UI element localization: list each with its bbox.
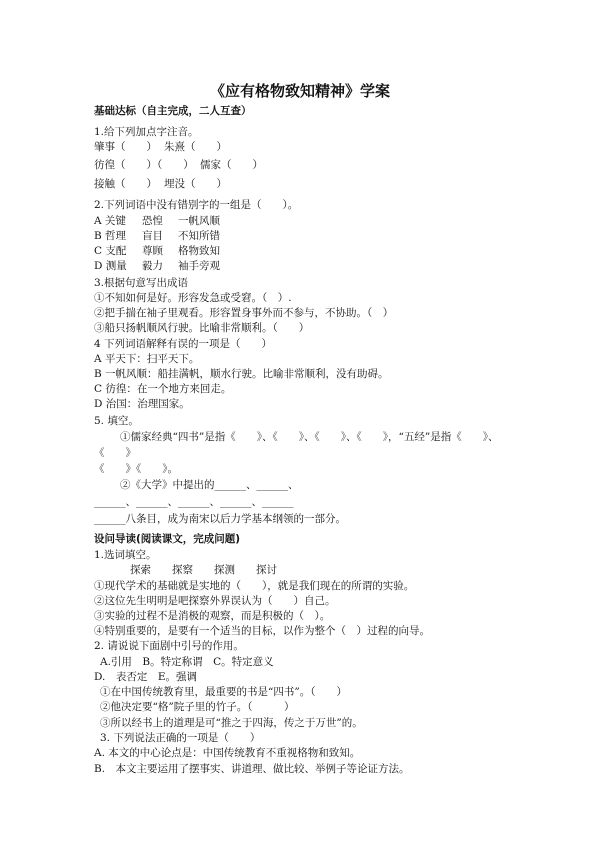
- q5-line: ②《大学》中提出的______、______、: [120, 479, 299, 491]
- word-bank: [130, 563, 277, 577]
- option-word: 袖手旁观: [178, 260, 220, 272]
- option-word: 不知所错: [178, 230, 220, 242]
- s2-q3-option: B. 本文主要运用了摆事实、讲道理、做比较、举例子等论证方法。: [94, 763, 410, 775]
- option-word: 盲目: [142, 230, 163, 242]
- q4-option: A 平天下：扫平天下。: [94, 353, 200, 365]
- q1-item: 朱熹（ ）: [164, 141, 227, 153]
- word-bank-item: 探讨: [256, 564, 277, 576]
- q3-item: ③船只扬帆顺风行驶。比喻非常顺利。（ ）: [94, 322, 310, 334]
- option-word: A 关键: [94, 215, 126, 227]
- option-word: 恐惶: [142, 215, 163, 227]
- word-bank-item: 探索: [130, 564, 151, 576]
- q2-stem: 2.下列词语中没有错别字的一组是（ ）。: [94, 199, 299, 211]
- option-word: 一帆风顺: [178, 215, 220, 227]
- s2-q1-item: ④特别重要的，是要有一个适当的目标，以作为整个（ ）过程的向导。: [94, 625, 430, 637]
- q2-option: [94, 259, 220, 273]
- q1-row1: [94, 140, 227, 154]
- q1-item: 接触（ ）: [94, 178, 157, 190]
- s2-q1-item: ①现代学术的基础就是实地的（ ），就是我们现在的所谓的实验。: [94, 580, 415, 592]
- q5-line: 《 》《 》。: [94, 463, 178, 475]
- q4-option: B 一帆风顺：船挂满帆，顺水行驶。比喻非常顺利，没有助碍。: [94, 368, 389, 380]
- q1-item: 彷徨（ ）（ ）: [94, 159, 194, 171]
- q1-item: 儒家（ ）: [200, 159, 263, 171]
- q4-option: D 治国：治理国家。: [94, 398, 190, 410]
- q5-line: ①儒家经典“四书”是指《 》、《 》、《 》、《 》，“五经”是指《 》、: [120, 431, 499, 443]
- s2-q1-item: ③实验的过程不是消极的观察，而是积极的（ ）。: [94, 610, 331, 622]
- s2-q2-item: ①在中国传统教育里，最重要的书是“四书”。（ ）: [100, 686, 347, 698]
- s2-q2-item: ③所以经书上的道理是可“推之于四海，传之于万世”的。: [100, 717, 363, 729]
- q3-item: ②把手揣在袖子里观看。形容置身事外而不参与，不协助。（ ）: [94, 307, 394, 319]
- option-word: B 哲理: [94, 230, 127, 242]
- s2-q2-stem: 2. 请说说下面剧中引号的作用。: [94, 640, 244, 652]
- option-word: 格物致知: [178, 245, 220, 257]
- s2-q2-options: A.引用 B。特定称谓 C。特定意义: [100, 656, 274, 668]
- q1-item: 埋没（ ）: [164, 178, 227, 190]
- q4-option: C 彷徨：在一个地方来回走。: [94, 383, 232, 395]
- q1-row2: [94, 158, 263, 172]
- word-bank-item: 探测: [214, 564, 235, 576]
- s2-q2-item: ②他决定要“格”院子里的竹子。（ ）: [100, 701, 295, 713]
- word-bank-item: 探察: [172, 564, 193, 576]
- option-word: 尊顾: [142, 245, 163, 257]
- section1-heading: 基础达标（自主完成，二人互查）: [94, 105, 252, 117]
- section2-heading: 设问导读(阅读课文，完成问题): [94, 533, 241, 545]
- s2-q2-options: D. 表否定 E。强调: [94, 671, 198, 683]
- q4-stem: 4 下列词语解释有误的一项是（ ）: [94, 338, 273, 350]
- q1-stem: 1.给下列加点字注音。: [94, 126, 199, 138]
- q1-row3: [94, 177, 227, 191]
- s2-q3-stem: 3. 下列说法正确的一项是（ ）: [100, 732, 261, 744]
- q2-option: [94, 229, 220, 243]
- s2-q1-stem: 1.选词填空。: [94, 549, 157, 561]
- option-word: 毅力: [142, 260, 163, 272]
- q2-option: [94, 214, 220, 228]
- q5-stem: 5. 填空。: [94, 415, 139, 427]
- q2-option: [94, 244, 220, 258]
- q5-line: ______、______、______、______、______: [94, 496, 294, 508]
- q3-item: ①不知如何是好。形容发急或受窘。（ ）.: [94, 292, 292, 304]
- option-word: D 测量: [94, 260, 127, 272]
- q5-line: 《 》: [94, 447, 136, 459]
- q1-item: 肇事（ ）: [94, 141, 157, 153]
- page-title: 《应有格物致知精神》学案: [209, 82, 390, 100]
- option-word: C 支配: [94, 245, 127, 257]
- q3-stem: 3.根据句意写出成语: [94, 277, 189, 289]
- s2-q3-option: A. 本文的中心论点是：中国传统教育不重视格物和致知。: [94, 747, 361, 759]
- q5-line: ______八条目，成为南宋以后力学基本纲领的一部分。: [94, 513, 346, 525]
- s2-q1-item: ②这位先生明明是吧探察外界误认为（ ）自己。: [94, 595, 336, 607]
